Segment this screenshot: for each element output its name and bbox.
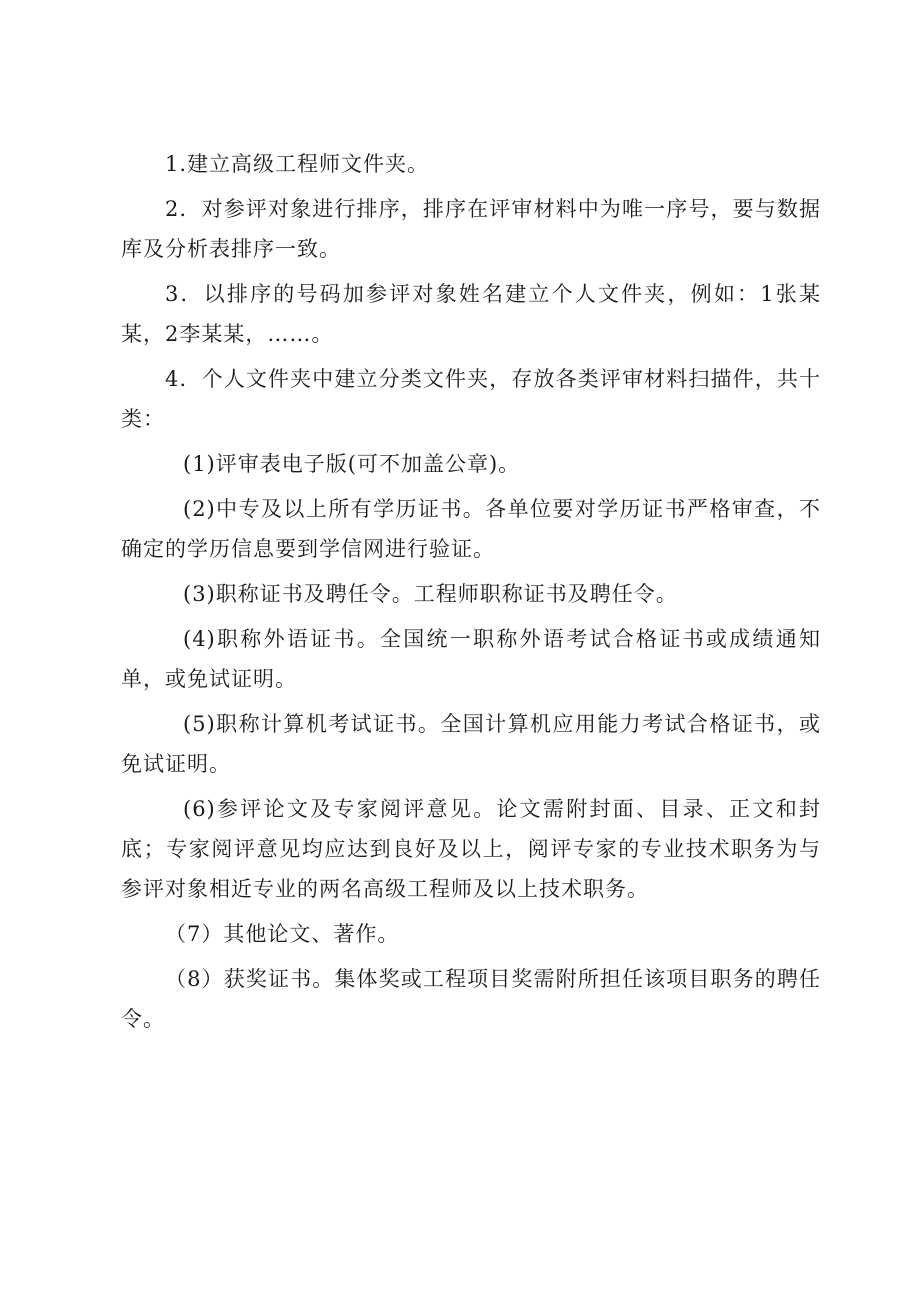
list-item-6: (6)参评论文及专家阅评意见。论文需附封面、目录、正文和封底；专家阅评意见均应达到良好及以上，阅评专家的专业技术职务为与参评对象相近专业的两名高级工程师及以上技术职务。 [121,797,821,901]
paragraph-step-1: 1.建立高级工程师文件夹。 [165,152,430,176]
paragraph-step-2: 2．对参评对象进行排序，排序在评审材料中为唯一序号，要与数据库及分析表排序一致。 [121,197,821,261]
list-item-3: (3)职称证书及聘任令。工程师职称证书及聘任令。 [183,582,678,606]
list-item-8: （8）获奖证书。集体奖或工程项目奖需附所担任该项目职务的聘任令。 [121,967,821,1031]
list-item-7: （7）其他论文、著作。 [165,922,400,946]
document-body [121,144,821,1039]
list-item-5: (5)职称计算机考试证书。全国计算机应用能力考试合格证书，或免试证明。 [121,712,821,776]
paragraph-step-3: 3．以排序的号码加参评对象姓名建立个人文件夹，例如：1张某某，2李某某，……。 [121,282,821,346]
list-item-1: (1)评审表电子版(可不加盖公章)。 [183,452,521,476]
list-item-2: (2)中专及以上所有学历证书。各单位要对学历证书严格审查，不确定的学历信息要到学信网进行验证。 [121,497,821,561]
list-item-4: (4)职称外语证书。全国统一职称外语考试合格证书或成绩通知单，或免试证明。 [121,627,821,691]
paragraph-step-4: 4．个人文件夹中建立分类文件夹，存放各类评审材料扫描件，共十类： [121,367,821,431]
